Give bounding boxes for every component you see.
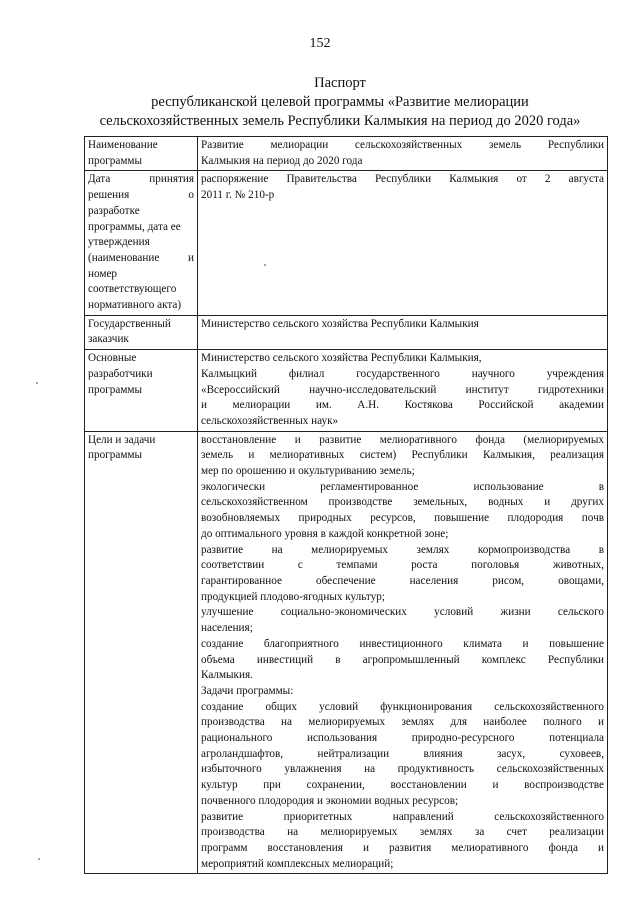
label-line: (наименование и (88, 251, 194, 264)
value-line: создание общих условий функционирования сельскохозяйственного (201, 700, 604, 713)
table-row (85, 315, 608, 349)
value-line: производства на мелиорируемых землях для наиболее полного и (201, 716, 604, 729)
label-line: разработке (88, 204, 140, 217)
value-line: распоряжение Правительства Республики Калмыкия от 2 августа (201, 173, 604, 186)
value-line: «Всероссийский научно-исследовательский институт гидротехники (201, 383, 604, 396)
title-line-1: Паспорт (314, 75, 366, 91)
value-line: улучшение социально-экономических условий жизни сельского (201, 606, 604, 619)
value-line: Задачи программы: (201, 684, 294, 697)
scan-speck (264, 264, 266, 266)
row-value-cell (198, 171, 608, 315)
value-line: гарантированное обеспечение населения рисом, овощами, (201, 574, 604, 587)
label-line: разработчики (88, 367, 153, 380)
title-line-3: сельскохозяйственных земель Республики Калмыкия на период до 2020 года» (99, 113, 581, 129)
table-row (85, 137, 608, 171)
row-value-cell (198, 315, 608, 349)
value-line: населения; (201, 622, 253, 635)
value-line: земель и мелиоративных систем) Республики Калмыкия, реализация (201, 449, 604, 462)
value-line: рационального использования природно-ресурсного потенциала (201, 732, 604, 745)
value-line: экологически регламентированное использование в (201, 480, 604, 493)
table-row (85, 350, 608, 432)
value-line: Калмыкия. (201, 669, 253, 682)
label-line: программы (88, 449, 142, 462)
scan-speck (36, 382, 38, 384)
value-line: Калмыкия на период до 2020 года (201, 154, 363, 167)
value-line: Министерство сельского хозяйства Республики Калмыкия (201, 317, 479, 330)
row-label-cell (85, 431, 198, 874)
value-line: производства на мелиорируемых землях за счет реализации (201, 826, 604, 839)
value-line: мероприятий комплексных мелиораций; (201, 857, 394, 870)
page-number: 152 (309, 36, 331, 51)
value-line: развитие на мелиорируемых землях кормопроизводства в (201, 543, 604, 556)
row-label-cell (85, 315, 198, 349)
label-line: решения о (88, 189, 194, 202)
row-label-cell (85, 350, 198, 432)
value-line: мер по орошению и окультуриванию земель; (201, 465, 415, 478)
label-line: утверждения (88, 236, 150, 249)
label-line: Наименование (88, 139, 158, 151)
label-line: программы (88, 154, 142, 167)
label-line: Основные (88, 352, 137, 365)
value-line: почвенного плодородия и экономии водных ресурсов; (201, 794, 459, 807)
value-line: сельскохозяйственных наук» (201, 414, 339, 427)
label-line: соответствующего (88, 283, 177, 296)
title-line-2: республиканской целевой программы «Развитие мелиорации (151, 94, 529, 110)
row-label-cell (85, 137, 198, 171)
value-line: сельскохозяйственном производстве земельных, водных и других (201, 496, 604, 509)
row-value-cell (198, 137, 608, 171)
value-line: агроландшафтов, нейтрализации влияния засух, суховеев, (201, 747, 604, 760)
label-line: заказчик (88, 333, 129, 346)
value-line: программ восстановления и развития мелиоративного фонда и (201, 841, 604, 854)
label-line: программы (88, 383, 142, 396)
scan-speck (38, 858, 40, 860)
value-line: возобновляемых природных ресурсов, повышение плодородия почв (201, 512, 604, 525)
label-line: Цели и задачи (88, 433, 156, 446)
value-line: продукцией плодово-ягодных культур; (201, 590, 385, 603)
value-line: культур при сохранении, восстановлении и воспроизводстве (201, 779, 604, 792)
label-line: Государственный (88, 317, 171, 330)
value-line: до оптимального уровня в каждой конкретной зоне; (201, 527, 449, 540)
value-line: восстановление и развитие мелиоративного фонда (мелиорируемых (201, 433, 604, 446)
row-value-cell (198, 431, 608, 874)
label-line: нормативного акта) (88, 299, 182, 312)
value-line: создание благоприятного инвестиционного климата и повышение (201, 637, 604, 650)
value-line: Развитие мелиорации сельскохозяйственных земель Республики (201, 139, 604, 151)
value-line: Министерство сельского хозяйства Республики Калмыкия, (201, 352, 482, 365)
passport-table (84, 136, 608, 874)
document-title (40, 74, 640, 131)
value-line: развитие приоритетных направлений сельскохозяйственного (201, 810, 604, 823)
label-line: Дата принятия (88, 173, 194, 186)
value-line: избыточного увлажнения на продуктивность сельскохозяйственных (201, 763, 604, 776)
row-label-cell (85, 171, 198, 315)
value-line: объема инвестиций в агропромышленный комплекс Республики (201, 653, 604, 666)
value-line: Калмыцкий филиал государственного научного учреждения (201, 367, 604, 380)
table-row (85, 431, 608, 874)
value-line: соответствии с темпами роста поголовья животных, (201, 559, 604, 572)
value-line: 2011 г. № 210-р (201, 189, 275, 202)
label-line: программы, дата ее (88, 220, 181, 233)
table-row (85, 171, 608, 315)
row-value-cell (198, 350, 608, 432)
label-line: номер (88, 267, 118, 280)
value-line: и мелиорации им. А.Н. Костякова Российской академии (201, 399, 604, 412)
